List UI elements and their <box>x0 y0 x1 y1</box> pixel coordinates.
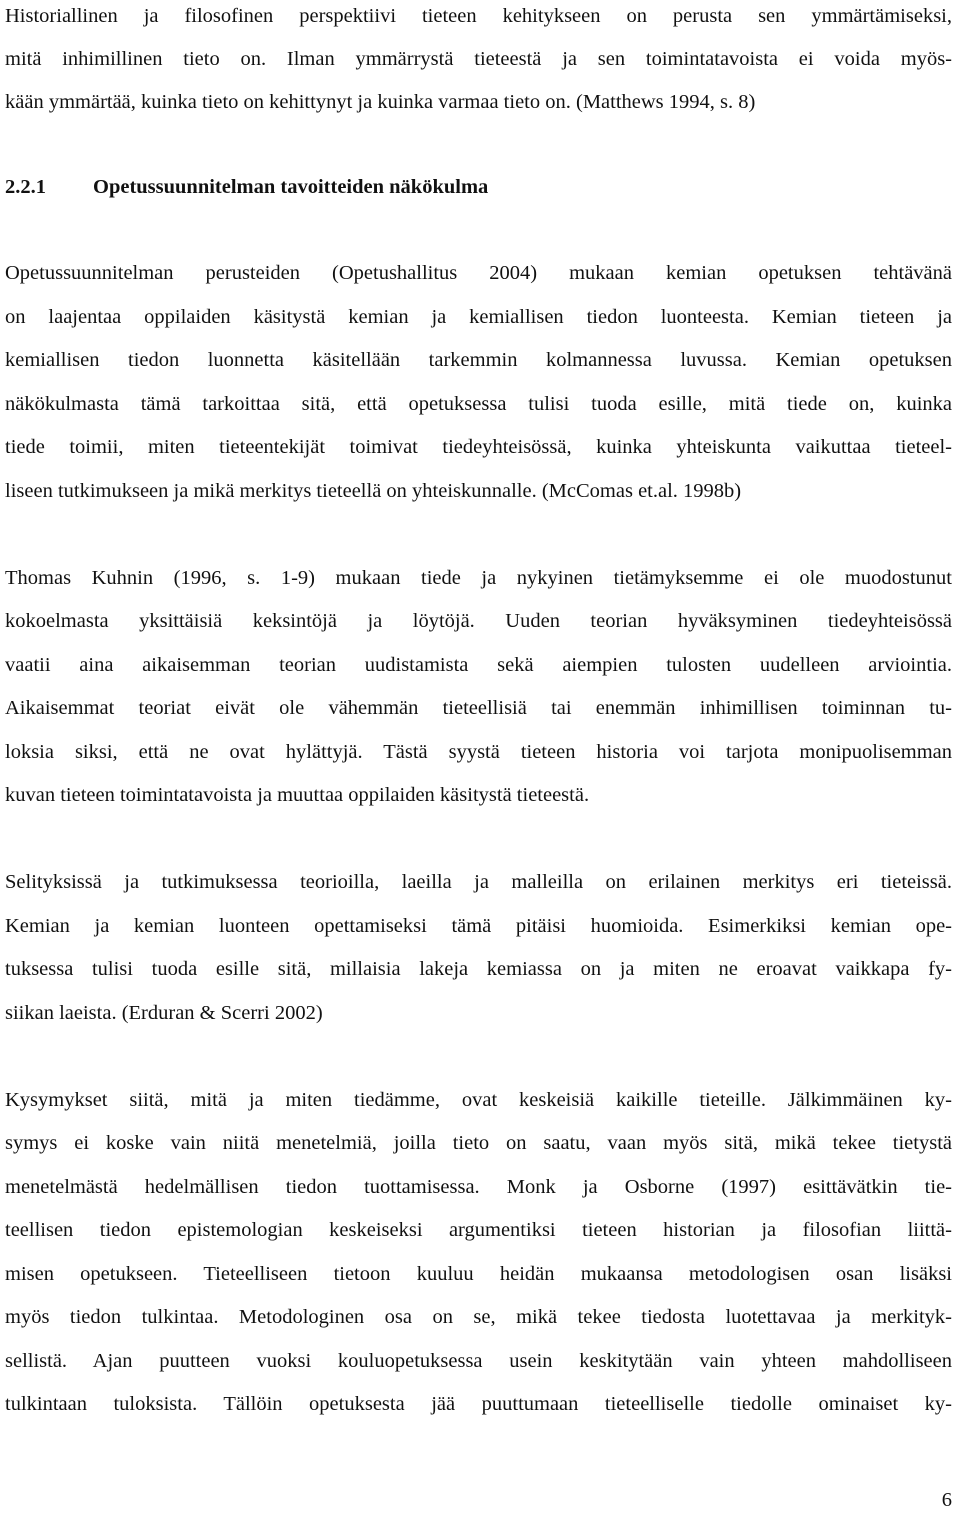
paragraph-line: kuvan tieteen toimintatavoista ja muuttaa oppilaiden käsitystä tieteestä. <box>5 784 590 806</box>
intro-line-1: Historiallinen ja filosofinen perspektiivi tieteen kehitykseen on perusta sen ymmärtämiseksi, <box>5 5 952 27</box>
section-title: Opetussuunnitelman tavoitteiden näkökulma <box>93 176 489 198</box>
paragraph-line: Opetussuunnitelman perusteiden (Opetushallitus 2004) mukaan kemian opetuksen tehtävänä <box>5 262 952 284</box>
paragraph-line: vaatii aina aikaisemman teorian uudistamista sekä aiempien tulosten uudelleen arviointia. <box>5 654 952 676</box>
paragraph-line: teellisen tiedon epistemologian keskeiseksi argumentiksi tieteen historian ja filosofian liittä- <box>5 1219 952 1241</box>
paragraph-line: loksia siksi, että ne ovat hylättyjä. Tästä syystä tieteen historia voi tarjota monipuolisemman <box>5 741 952 763</box>
paragraph-line: Kysymykset siitä, mitä ja miten tiedämme, ovat keskeisiä kaikille tieteille. Jälkimmäinen ky- <box>5 1089 952 1111</box>
intro-line-2: mitä inhimillinen tieto on. Ilman ymmärrystä tieteestä ja sen toimintatavoista ei voida myös- <box>5 48 952 70</box>
paragraph-line: siikan laeista. (Erduran & Scerri 2002) <box>5 1002 323 1024</box>
paragraph-line: menetelmästä hedelmällisen tiedon tuottamisessa. Monk ja Osborne (1997) esittävätkin tie- <box>5 1176 952 1198</box>
paragraph-line: Kemian ja kemian luonteen opettamiseksi tämä pitäisi huomioida. Esimerkiksi kemian ope- <box>5 915 952 937</box>
paragraph-line: tulkintaan tuloksista. Tällöin opetuksesta jää puuttumaan tieteelliselle tiedolle ominaiset ky- <box>5 1393 952 1415</box>
paragraph-line: kemiallisen tiedon luonnetta käsitellään tarkemmin kolmannessa luvussa. Kemian opetuksen <box>5 349 952 371</box>
paragraph-line: on laajentaa oppilaiden käsitystä kemian ja kemiallisen tiedon luonteesta. Kemian tieteen ja <box>5 306 952 328</box>
section-heading <box>5 177 488 198</box>
paragraph-line: myös tiedon tulkintaa. Metodologinen osa on se, mikä tekee tiedosta luotettavaa ja merkityk- <box>5 1306 952 1328</box>
paragraph-line: tiede toimii, miten tieteentekijät toimivat tiedeyhteisössä, kuinka yhteiskunta vaikuttaa tieteel- <box>5 436 952 458</box>
intro-line-3: kään ymmärtää, kuinka tieto on kehittynyt ja kuinka varmaa tieto on. (Matthews 1994, s. 8) <box>5 91 756 113</box>
paragraph-line: Aikaisemmat teoriat eivät ole vähemmän tieteellisiä tai enemmän inhimillisen toiminnan tu- <box>5 697 952 719</box>
paragraph-line: tuksessa tulisi tuoda esille sitä, millaisia lakeja kemiassa on ja miten ne eroavat vaikkapa fy- <box>5 958 952 980</box>
page-number: 6 <box>941 1489 952 1511</box>
paragraph-line: näkökulmasta tämä tarkoittaa sitä, että opetuksessa tulisi tuoda esille, mitä tiede on, kuinka <box>5 393 952 415</box>
section-number: 2.2.1 <box>5 176 46 198</box>
paragraph-line: misen opetukseen. Tieteelliseen tietoon kuuluu heidän mukaansa metodologisen osan lisäksi <box>5 1263 952 1285</box>
paragraph-line: Selityksissä ja tutkimuksessa teorioilla, laeilla ja malleilla on erilainen merkitys eri tieteissä. <box>5 871 952 893</box>
paragraph-line: sellistä. Ajan puutteen vuoksi kouluopetuksessa usein keskitytään vain yhteen mahdolliseen <box>5 1350 952 1372</box>
paragraph-line: symys ei koske vain niitä menetelmiä, joilla tieto on saatu, vaan myös sitä, mikä tekee tietystä <box>5 1132 952 1154</box>
paragraph-line: Thomas Kuhnin (1996, s. 1-9) mukaan tiede ja nykyinen tietämyksemme ei ole muodostunut <box>5 567 952 589</box>
paragraph-line: kokoelmasta yksittäisiä keksintöjä ja löytöjä. Uuden teorian hyväksyminen tiedeyhteisössä <box>5 610 952 632</box>
paragraph-line: liseen tutkimukseen ja mikä merkitys tieteellä on yhteiskunnalle. (McComas et.al. 1998b) <box>5 480 742 502</box>
